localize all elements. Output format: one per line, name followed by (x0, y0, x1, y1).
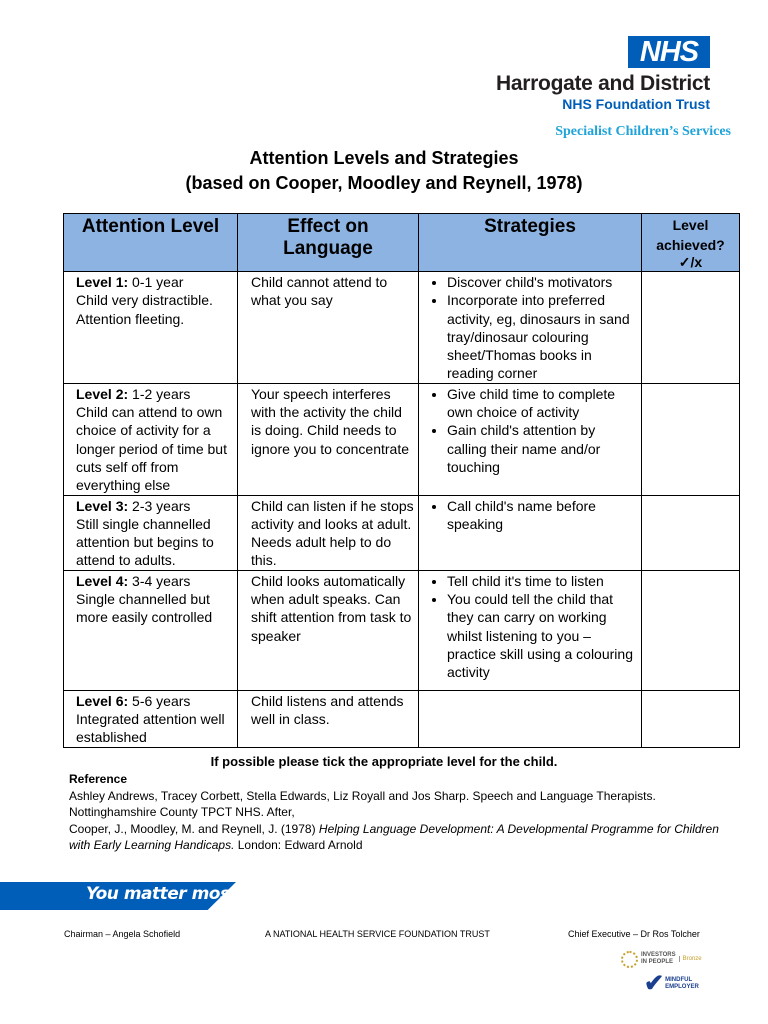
reference-book-title: Helping Language Development: A Developmental Programme for Children with Early Learning Handicaps. (69, 821, 719, 852)
header-attention-level: Attention Level (64, 214, 238, 272)
reference-authors: Cooper, J., Moodley, M. and Reynell, J. (1978) (69, 821, 319, 836)
iip-line-1: INVESTORS (641, 952, 676, 958)
cell-strategies (419, 495, 642, 570)
header-tick-cross: ✓/x (678, 254, 703, 270)
attention-levels-table (63, 213, 740, 748)
cell-attention-level (64, 570, 238, 690)
level-age-range: 5-6 years (128, 692, 191, 709)
nhs-logo: NHS (628, 36, 710, 68)
level-age-range: 1-2 years (128, 385, 191, 402)
footer-chairman: Chairman – Angela Schofield (64, 929, 181, 939)
header-strategies: Strategies (419, 214, 642, 272)
trust-subtitle: NHS Foundation Trust (562, 96, 710, 112)
strategy-item: • Discover child's motivators (447, 273, 637, 291)
tick-instruction: If possible please tick the appropriate level for the child. (210, 754, 558, 769)
level-name: Level 6: (76, 692, 129, 709)
strategy-item: • Incorporate into preferred activity, eg, dinosaurs in sand tray/dinosaur colouring sheet/Thomas books in reading corner (447, 291, 637, 382)
mindful-employer-logo (644, 970, 699, 997)
level-name: Level 4: (76, 572, 129, 589)
cell-attention-level (64, 272, 238, 384)
iip-line-2: IN PEOPLE (641, 959, 674, 965)
cell-effect-on-language: Child cannot attend to what you say (238, 272, 419, 384)
strategy-item: • You could tell the child that they can carry on working whilst listening to you – practice skill using a colouring activity (447, 590, 637, 681)
iip-level: Bronze (679, 956, 702, 962)
cell-strategies (419, 570, 642, 690)
strategy-list (425, 572, 637, 682)
footer-trust: A NATIONAL HEALTH SERVICE FOUNDATION TRUST (265, 929, 490, 939)
banner-text: You matter most (86, 884, 238, 904)
page-title (0, 146, 768, 196)
cell-attention-level (64, 495, 238, 570)
title-line-2: (based on Cooper, Moodley and Reynell, 1978) (185, 173, 583, 193)
level-name: Level 2: (76, 385, 129, 402)
strategy-list (425, 273, 637, 383)
cell-effect-on-language: Child looks automatically when adult speaks. Can shift attention from task to speaker (238, 570, 419, 690)
iip-emblem-icon (621, 951, 638, 968)
reference-publisher: London: Edward Arnold (234, 838, 363, 852)
mindful-line-2: EMPLOYER (665, 984, 699, 990)
mindful-line-1: MINDFUL (665, 977, 693, 983)
cell-attention-level (64, 690, 238, 747)
strategy-item: • Call child's name before speaking (447, 497, 637, 534)
strategy-item: • Tell child it's time to listen (447, 572, 637, 590)
cell-effect-on-language: Child listens and attends well in class. (238, 690, 419, 747)
reference-heading: Reference (69, 772, 128, 786)
level-name: Level 3: (76, 497, 129, 514)
strategy-list (425, 497, 637, 534)
cell-level-achieved[interactable] (642, 495, 740, 570)
level-description: Child very distractible. Attention fleeting. (76, 292, 213, 327)
service-name: Specialist Children’s Services (555, 124, 731, 139)
cell-attention-level (64, 383, 238, 495)
cell-effect-on-language: Your speech interferes with the activity the child is doing. Child needs to ignore you to concentrate (238, 383, 419, 495)
table-row (64, 383, 740, 495)
cell-strategies (419, 690, 642, 747)
trust-name: Harrogate and District (496, 72, 710, 95)
cell-effect-on-language: Child can listen if he stops activity and looks at adult. Needs adult help to do this. (238, 495, 419, 570)
header-level-achieved (642, 214, 740, 272)
level-age-range: 2-3 years (128, 497, 191, 514)
cell-strategies (419, 272, 642, 384)
strategy-item: • Gain child's attention by calling their name and/or touching (447, 421, 637, 476)
table-row (64, 570, 740, 690)
cell-strategies (419, 383, 642, 495)
strategy-list (425, 385, 637, 476)
title-line-1: Attention Levels and Strategies (249, 148, 519, 168)
reference-line-1: Ashley Andrews, Tracey Corbett, Stella Edwards, Liz Royall and Jos Sharp. Speech and Language Therapists. Nottinghamshire County TPCT NHS. After, (69, 788, 656, 819)
iip-text (641, 952, 676, 966)
cell-level-achieved[interactable] (642, 690, 740, 747)
table-row (64, 495, 740, 570)
strategy-item: • Give child time to complete own choice of activity (447, 385, 637, 422)
level-age-range: 3-4 years (128, 572, 191, 589)
cell-level-achieved[interactable] (642, 570, 740, 690)
table-row (64, 272, 740, 384)
footer-ceo: Chief Executive – Dr Ros Tolcher (568, 929, 700, 939)
table-row (64, 690, 740, 747)
level-name: Level 1: (76, 274, 129, 290)
mindful-text (665, 977, 699, 991)
reference-line-2 (69, 821, 739, 854)
level-age-range: 0-1 year (128, 274, 184, 290)
cell-level-achieved[interactable] (642, 383, 740, 495)
check-icon: ✔ (644, 970, 665, 997)
header-level-achieved-label: Level achieved? (656, 217, 725, 253)
table-header-row (64, 214, 740, 272)
level-description: Integrated attention well established (76, 711, 225, 746)
level-description: Child can attend to own choice of activity for a longer period of time but cuts self off from everything else (76, 404, 227, 494)
cell-level-achieved[interactable] (642, 272, 740, 384)
header-effect-on-language: Effect on Language (238, 214, 419, 272)
level-description: Still single channelled attention but begins to attend to adults. (76, 515, 214, 569)
level-description: Single channelled but more easily controlled (76, 591, 213, 626)
reference-section (69, 771, 739, 854)
investors-in-people-logo (621, 949, 702, 969)
